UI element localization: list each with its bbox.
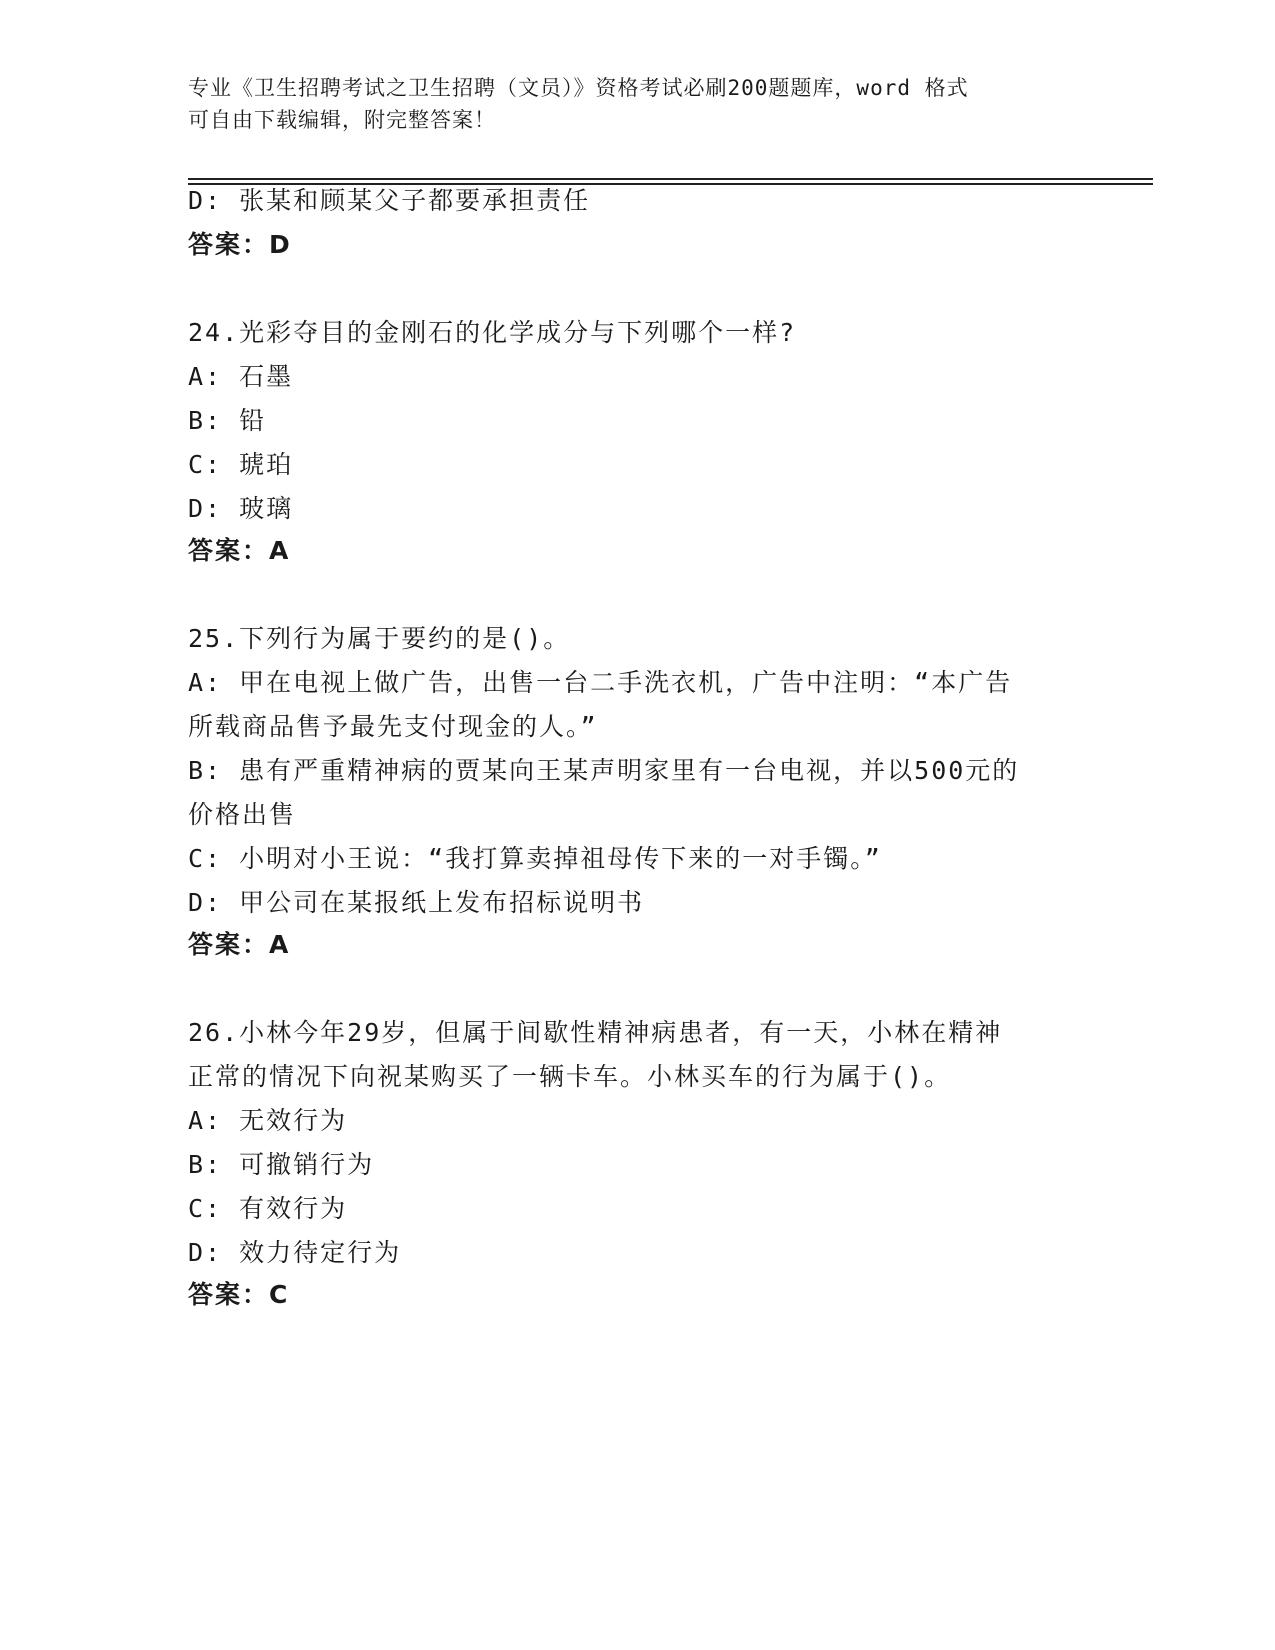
prev-question-option-d: D: 张某和顾某父子都要承担责任 xyxy=(188,186,591,215)
header-divider-bottom xyxy=(188,183,1153,185)
q25-option-c: C: 小明对小王说：“我打算卖掉祖母传下来的一对手镯。” xyxy=(188,844,882,873)
q26-option-a: A: 无效行为 xyxy=(188,1106,348,1135)
q24-option-b: B: 铅 xyxy=(188,406,267,435)
q25-option-a-line-1: A: 甲在电视上做广告，出售一台二手洗衣机，广告中注明：“本广告 xyxy=(188,668,1013,697)
q26-stem-line-1: 26.小林今年29岁，但属于间歇性精神病患者，有一天，小林在精神 xyxy=(188,1018,1003,1047)
q26-answer: 答案：C xyxy=(188,1280,290,1309)
q24-option-a: A: 石墨 xyxy=(188,362,294,391)
q25-stem: 25.下列行为属于要约的是()。 xyxy=(188,624,571,653)
q24-option-d: D: 玻璃 xyxy=(188,494,294,523)
q24-stem: 24.光彩夺目的金刚石的化学成分与下列哪个一样? xyxy=(188,318,797,347)
q25-answer: 答案：A xyxy=(188,930,291,959)
q26-option-c: C: 有效行为 xyxy=(188,1194,348,1223)
header-title-line-2: 可自由下载编辑，附完整答案！ xyxy=(188,108,496,132)
q26-option-b: B: 可撤销行为 xyxy=(188,1150,375,1179)
q24-answer: 答案：A xyxy=(188,536,291,565)
q26-stem-line-2: 正常的情况下向祝某购买了一辆卡车。小林买车的行为属于()。 xyxy=(188,1062,952,1091)
q25-option-b-line-1: B: 患有严重精神病的贾某向王某声明家里有一台电视，并以500元的 xyxy=(188,756,1020,785)
prev-question-answer: 答案：D xyxy=(188,230,292,259)
header-title-line-1: 专业《卫生招聘考试之卫生招聘（文员）》资格考试必刷200题题库，word 格式 xyxy=(188,76,969,100)
document-header xyxy=(188,72,1088,136)
q24-option-c: C: 琥珀 xyxy=(188,450,294,479)
q26-option-d: D: 效力待定行为 xyxy=(188,1238,402,1267)
header-divider-top xyxy=(188,178,1153,180)
q25-option-a-line-2: 所载商品售予最先支付现金的人。” xyxy=(188,712,598,741)
q25-option-b-line-2: 价格出售 xyxy=(188,800,297,829)
q25-option-d: D: 甲公司在某报纸上发布招标说明书 xyxy=(188,888,645,917)
